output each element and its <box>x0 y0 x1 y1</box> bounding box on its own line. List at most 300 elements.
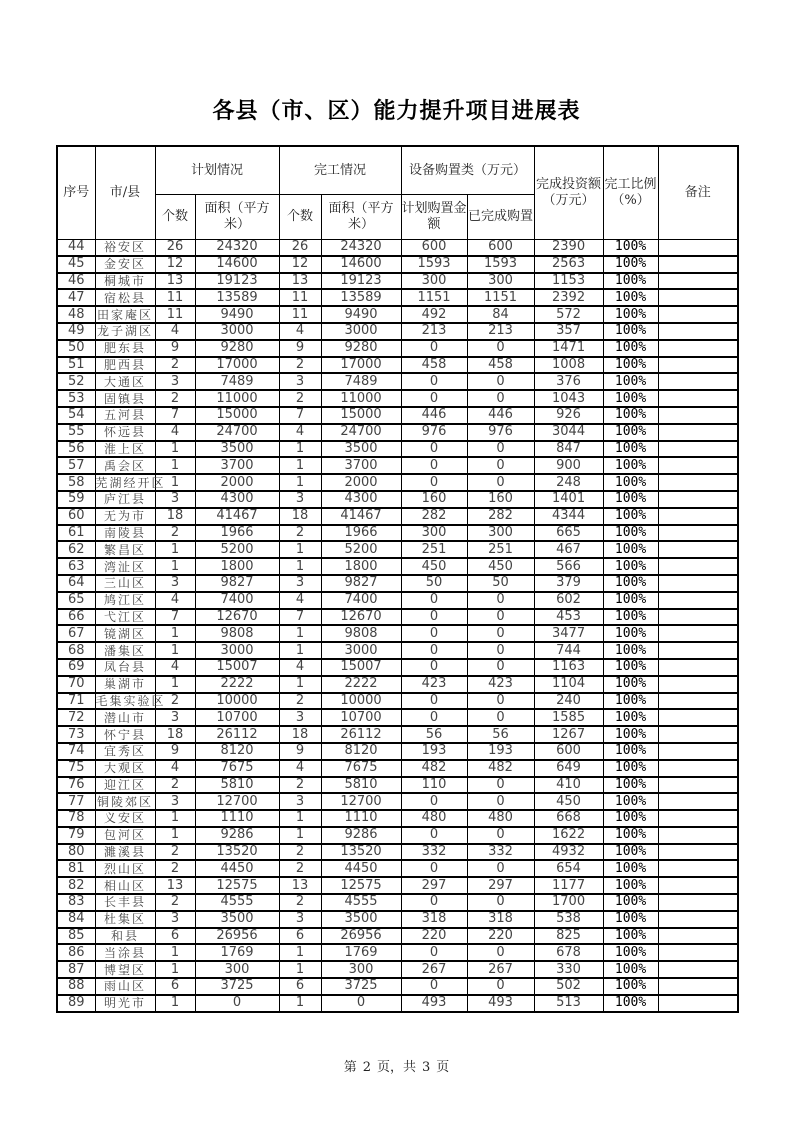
cell-seq: 57 <box>57 457 95 474</box>
cell-plan-count: 1 <box>155 961 195 978</box>
cell-seq: 85 <box>57 928 95 945</box>
cell-equip-done: 84 <box>467 306 534 323</box>
cell-invest: 450 <box>534 793 603 810</box>
cell-invest: 1177 <box>534 877 603 894</box>
cell-remark <box>658 441 738 458</box>
cell-ratio: 100% <box>603 911 658 928</box>
cell-plan-area: 3000 <box>195 642 279 659</box>
cell-plan-count: 1 <box>155 558 195 575</box>
cell-equip-done: 0 <box>467 609 534 626</box>
cell-equip-done: 50 <box>467 575 534 592</box>
cell-plan-area: 1966 <box>195 525 279 542</box>
cell-plan-area: 3000 <box>195 323 279 340</box>
cell-plan-area: 4555 <box>195 894 279 911</box>
cell-equip-plan: 480 <box>401 810 467 827</box>
table-row <box>57 558 738 575</box>
cell-seq: 56 <box>57 441 95 458</box>
cell-done-area: 1110 <box>321 810 401 827</box>
cell-remark <box>658 810 738 827</box>
cell-invest: 330 <box>534 961 603 978</box>
cell-plan-count: 4 <box>155 659 195 676</box>
cell-invest: 248 <box>534 474 603 491</box>
cell-seq: 46 <box>57 273 95 290</box>
cell-equip-done: 480 <box>467 810 534 827</box>
table-row <box>57 777 738 794</box>
cell-invest: 3044 <box>534 424 603 441</box>
progress-table <box>56 145 739 1013</box>
cell-done-count: 2 <box>279 357 321 374</box>
cell-done-area: 9286 <box>321 827 401 844</box>
cell-plan-count: 1 <box>155 625 195 642</box>
cell-county: 长丰县 <box>95 894 155 911</box>
cell-equip-done: 0 <box>467 642 534 659</box>
cell-plan-area: 9490 <box>195 306 279 323</box>
cell-plan-area: 9286 <box>195 827 279 844</box>
cell-invest: 1104 <box>534 676 603 693</box>
cell-plan-area: 7489 <box>195 373 279 390</box>
cell-county: 金安区 <box>95 256 155 273</box>
cell-remark <box>658 676 738 693</box>
cell-ratio: 100% <box>603 525 658 542</box>
cell-done-count: 4 <box>279 323 321 340</box>
cell-done-area: 12575 <box>321 877 401 894</box>
cell-ratio: 100% <box>603 642 658 659</box>
cell-seq: 54 <box>57 407 95 424</box>
cell-invest: 572 <box>534 306 603 323</box>
cell-invest: 847 <box>534 441 603 458</box>
cell-plan-count: 11 <box>155 306 195 323</box>
cell-seq: 75 <box>57 760 95 777</box>
cell-county: 杜集区 <box>95 911 155 928</box>
cell-county: 禹会区 <box>95 457 155 474</box>
cell-done-area: 1966 <box>321 525 401 542</box>
cell-county: 烈山区 <box>95 860 155 877</box>
cell-done-area: 14600 <box>321 256 401 273</box>
cell-invest: 379 <box>534 575 603 592</box>
cell-seq: 44 <box>57 240 95 256</box>
footer-current-page: 2 <box>362 1060 371 1075</box>
cell-invest: 1043 <box>534 390 603 407</box>
cell-done-area: 5200 <box>321 541 401 558</box>
cell-equip-plan: 0 <box>401 373 467 390</box>
cell-plan-count: 2 <box>155 844 195 861</box>
cell-seq: 74 <box>57 743 95 760</box>
cell-remark <box>658 240 738 256</box>
cell-plan-count: 7 <box>155 609 195 626</box>
table-row <box>57 693 738 710</box>
cell-done-count: 4 <box>279 760 321 777</box>
cell-equip-plan: 493 <box>401 995 467 1012</box>
cell-equip-done: 1593 <box>467 256 534 273</box>
cell-done-area: 41467 <box>321 508 401 525</box>
cell-equip-plan: 110 <box>401 777 467 794</box>
cell-done-count: 3 <box>279 911 321 928</box>
table-row <box>57 306 738 323</box>
cell-equip-plan: 492 <box>401 306 467 323</box>
cell-done-area: 5810 <box>321 777 401 794</box>
cell-plan-count: 1 <box>155 944 195 961</box>
cell-done-count: 1 <box>279 457 321 474</box>
table-body <box>57 240 738 1012</box>
cell-invest: 502 <box>534 978 603 995</box>
cell-plan-count: 4 <box>155 424 195 441</box>
cell-done-count: 3 <box>279 491 321 508</box>
cell-seq: 83 <box>57 894 95 911</box>
header-ratio: 完工比例（%） <box>603 146 658 240</box>
cell-equip-done: 482 <box>467 760 534 777</box>
cell-done-area: 1769 <box>321 944 401 961</box>
cell-remark <box>658 877 738 894</box>
cell-plan-count: 12 <box>155 256 195 273</box>
cell-equip-done: 297 <box>467 877 534 894</box>
table-row <box>57 642 738 659</box>
table-row <box>57 860 738 877</box>
header-equip-group: 设备购置类（万元） <box>401 146 534 195</box>
cell-ratio: 100% <box>603 793 658 810</box>
cell-seq: 65 <box>57 592 95 609</box>
cell-invest: 1153 <box>534 273 603 290</box>
cell-remark <box>658 642 738 659</box>
cell-county: 五河县 <box>95 407 155 424</box>
cell-done-area: 3000 <box>321 642 401 659</box>
cell-plan-area: 9808 <box>195 625 279 642</box>
cell-plan-area: 12575 <box>195 877 279 894</box>
cell-equip-done: 300 <box>467 273 534 290</box>
table-row <box>57 877 738 894</box>
cell-done-area: 9827 <box>321 575 401 592</box>
cell-ratio: 100% <box>603 575 658 592</box>
cell-county: 包河区 <box>95 827 155 844</box>
cell-done-area: 13520 <box>321 844 401 861</box>
cell-equip-done: 446 <box>467 407 534 424</box>
table-row <box>57 894 738 911</box>
cell-equip-done: 0 <box>467 592 534 609</box>
cell-done-count: 4 <box>279 424 321 441</box>
cell-ratio: 100% <box>603 625 658 642</box>
cell-done-area: 3725 <box>321 978 401 995</box>
cell-plan-count: 2 <box>155 693 195 710</box>
cell-invest: 2390 <box>534 240 603 256</box>
cell-seq: 70 <box>57 676 95 693</box>
cell-county: 湾沚区 <box>95 558 155 575</box>
cell-equip-done: 318 <box>467 911 534 928</box>
cell-ratio: 100% <box>603 810 658 827</box>
cell-done-count: 1 <box>279 642 321 659</box>
cell-seq: 79 <box>57 827 95 844</box>
cell-plan-count: 1 <box>155 676 195 693</box>
cell-seq: 67 <box>57 625 95 642</box>
cell-done-area: 17000 <box>321 357 401 374</box>
cell-done-area: 4300 <box>321 491 401 508</box>
cell-plan-area: 9280 <box>195 340 279 357</box>
cell-invest: 649 <box>534 760 603 777</box>
cell-invest: 825 <box>534 928 603 945</box>
cell-invest: 4344 <box>534 508 603 525</box>
cell-equip-plan: 0 <box>401 860 467 877</box>
cell-done-count: 3 <box>279 793 321 810</box>
cell-done-count: 1 <box>279 995 321 1012</box>
cell-county: 和县 <box>95 928 155 945</box>
cell-equip-plan: 0 <box>401 441 467 458</box>
cell-county: 龙子湖区 <box>96 324 153 339</box>
cell-done-area: 11000 <box>321 390 401 407</box>
cell-ratio: 100% <box>603 491 658 508</box>
cell-invest: 654 <box>534 860 603 877</box>
header-equip-plan: 计划购置金额 <box>401 195 467 240</box>
cell-seq: 52 <box>57 373 95 390</box>
cell-remark <box>658 508 738 525</box>
table-row <box>57 256 738 273</box>
table-row <box>57 273 738 290</box>
cell-seq: 87 <box>57 961 95 978</box>
cell-county: 濉溪县 <box>95 844 155 861</box>
cell-remark <box>658 777 738 794</box>
cell-equip-done: 160 <box>467 491 534 508</box>
table-row <box>57 760 738 777</box>
cell-plan-count: 1 <box>155 541 195 558</box>
cell-invest: 240 <box>534 693 603 710</box>
cell-plan-count: 18 <box>155 508 195 525</box>
cell-equip-plan: 0 <box>401 642 467 659</box>
cell-equip-done: 193 <box>467 743 534 760</box>
header-row-1 <box>57 146 738 195</box>
cell-equip-done: 0 <box>467 978 534 995</box>
cell-remark <box>658 743 738 760</box>
cell-equip-plan: 213 <box>401 323 467 340</box>
cell-invest: 744 <box>534 642 603 659</box>
cell-ratio: 100% <box>603 424 658 441</box>
cell-seq: 45 <box>57 256 95 273</box>
cell-seq: 47 <box>57 289 95 306</box>
cell-remark <box>658 844 738 861</box>
cell-plan-count: 13 <box>155 273 195 290</box>
cell-plan-area: 24700 <box>195 424 279 441</box>
cell-remark <box>658 625 738 642</box>
cell-done-count: 2 <box>279 860 321 877</box>
cell-county: 裕安区 <box>95 240 155 256</box>
cell-equip-plan: 446 <box>401 407 467 424</box>
cell-county: 当涂县 <box>95 944 155 961</box>
cell-ratio: 100% <box>603 306 658 323</box>
cell-plan-count: 1 <box>155 642 195 659</box>
cell-county: 宜秀区 <box>95 743 155 760</box>
cell-invest: 1401 <box>534 491 603 508</box>
cell-ratio: 100% <box>603 357 658 374</box>
cell-done-area: 4555 <box>321 894 401 911</box>
table-row <box>57 575 738 592</box>
cell-ratio: 100% <box>603 726 658 743</box>
cell-plan-area: 19123 <box>195 273 279 290</box>
cell-equip-done: 0 <box>467 625 534 642</box>
cell-ratio: 100% <box>603 592 658 609</box>
cell-equip-plan: 0 <box>401 944 467 961</box>
cell-seq: 89 <box>57 995 95 1012</box>
cell-county: 大通区 <box>95 373 155 390</box>
table-row <box>57 810 738 827</box>
cell-plan-count: 2 <box>155 357 195 374</box>
cell-done-count: 13 <box>279 877 321 894</box>
cell-plan-area: 3700 <box>195 457 279 474</box>
cell-seq: 62 <box>57 541 95 558</box>
cell-done-count: 3 <box>279 709 321 726</box>
cell-done-area: 7400 <box>321 592 401 609</box>
cell-seq: 77 <box>57 793 95 810</box>
table-row <box>57 424 738 441</box>
cell-seq: 51 <box>57 357 95 374</box>
table-row <box>57 474 738 491</box>
cell-done-area: 24320 <box>321 240 401 256</box>
cell-done-count: 3 <box>279 575 321 592</box>
cell-remark <box>658 289 738 306</box>
cell-done-area: 3500 <box>321 911 401 928</box>
cell-plan-area: 2000 <box>195 474 279 491</box>
cell-equip-done: 976 <box>467 424 534 441</box>
cell-plan-area: 12700 <box>195 793 279 810</box>
cell-remark <box>658 894 738 911</box>
cell-remark <box>658 273 738 290</box>
cell-equip-plan: 0 <box>401 978 467 995</box>
cell-invest: 1700 <box>534 894 603 911</box>
cell-invest: 3477 <box>534 625 603 642</box>
cell-remark <box>658 491 738 508</box>
table-row <box>57 609 738 626</box>
cell-plan-area: 3500 <box>195 911 279 928</box>
cell-ratio: 100% <box>603 407 658 424</box>
cell-plan-count: 2 <box>155 860 195 877</box>
cell-ratio: 100% <box>603 877 658 894</box>
cell-invest: 4932 <box>534 844 603 861</box>
cell-ratio: 100% <box>603 441 658 458</box>
cell-equip-plan: 0 <box>401 340 467 357</box>
cell-done-area: 1800 <box>321 558 401 575</box>
cell-remark <box>658 541 738 558</box>
table-row <box>57 323 738 340</box>
cell-invest: 668 <box>534 810 603 827</box>
cell-county: 怀宁县 <box>95 726 155 743</box>
cell-done-count: 1 <box>279 676 321 693</box>
cell-plan-area: 3725 <box>195 978 279 995</box>
cell-plan-count: 1 <box>155 474 195 491</box>
cell-ratio: 100% <box>603 373 658 390</box>
cell-plan-count: 2 <box>155 777 195 794</box>
cell-equip-plan: 0 <box>401 609 467 626</box>
cell-done-count: 11 <box>279 306 321 323</box>
cell-equip-done: 213 <box>467 323 534 340</box>
cell-remark <box>658 911 738 928</box>
cell-equip-done: 0 <box>467 441 534 458</box>
cell-invest: 602 <box>534 592 603 609</box>
cell-remark <box>658 558 738 575</box>
cell-plan-area: 8120 <box>195 743 279 760</box>
header-done-group: 完工情况 <box>279 146 401 195</box>
cell-plan-area: 15000 <box>195 407 279 424</box>
cell-remark <box>658 860 738 877</box>
cell-seq: 86 <box>57 944 95 961</box>
cell-county: 迎江区 <box>95 777 155 794</box>
cell-equip-done: 56 <box>467 726 534 743</box>
cell-equip-plan: 220 <box>401 928 467 945</box>
table-row <box>57 659 738 676</box>
cell-ratio: 100% <box>603 609 658 626</box>
cell-plan-area: 12670 <box>195 609 279 626</box>
cell-plan-area: 10700 <box>195 709 279 726</box>
cell-done-count: 26 <box>279 240 321 256</box>
cell-county: 三山区 <box>95 575 155 592</box>
cell-ratio: 100% <box>603 457 658 474</box>
cell-done-area: 12670 <box>321 609 401 626</box>
cell-ratio: 100% <box>603 709 658 726</box>
cell-seq: 53 <box>57 390 95 407</box>
cell-plan-area: 9827 <box>195 575 279 592</box>
cell-seq: 71 <box>57 693 95 710</box>
cell-seq: 69 <box>57 659 95 676</box>
cell-seq: 66 <box>57 609 95 626</box>
cell-plan-count: 2 <box>155 390 195 407</box>
cell-ratio: 100% <box>603 860 658 877</box>
cell-done-count: 2 <box>279 844 321 861</box>
cell-county: 明光市 <box>95 995 155 1012</box>
cell-equip-plan: 332 <box>401 844 467 861</box>
cell-county: 繁昌区 <box>95 541 155 558</box>
header-invest: 完成投资额（万元） <box>534 146 603 240</box>
table-row <box>57 726 738 743</box>
cell-plan-area: 7675 <box>195 760 279 777</box>
page-footer <box>0 1056 793 1075</box>
cell-equip-done: 423 <box>467 676 534 693</box>
cell-county: 桐城市 <box>95 273 155 290</box>
cell-done-area: 8120 <box>321 743 401 760</box>
cell-done-area: 9280 <box>321 340 401 357</box>
cell-done-count: 4 <box>279 659 321 676</box>
header-plan-count: 个数 <box>155 195 195 240</box>
cell-seq: 68 <box>57 642 95 659</box>
cell-ratio: 100% <box>603 894 658 911</box>
cell-equip-plan: 0 <box>401 390 467 407</box>
cell-plan-area: 1800 <box>195 558 279 575</box>
cell-county: 相山区 <box>95 877 155 894</box>
cell-equip-done: 0 <box>467 457 534 474</box>
cell-seq: 49 <box>57 323 95 340</box>
cell-remark <box>658 424 738 441</box>
cell-ratio: 100% <box>603 558 658 575</box>
cell-plan-count: 3 <box>155 373 195 390</box>
cell-equip-plan: 50 <box>401 575 467 592</box>
cell-done-area: 3000 <box>321 323 401 340</box>
cell-done-area: 7489 <box>321 373 401 390</box>
cell-equip-plan: 251 <box>401 541 467 558</box>
cell-remark <box>658 709 738 726</box>
cell-county: 肥西县 <box>95 357 155 374</box>
table-row <box>57 592 738 609</box>
cell-seq: 76 <box>57 777 95 794</box>
cell-remark <box>658 961 738 978</box>
header-plan-group: 计划情况 <box>155 146 279 195</box>
cell-equip-done: 0 <box>467 894 534 911</box>
cell-equip-done: 0 <box>467 709 534 726</box>
cell-remark <box>658 340 738 357</box>
cell-remark <box>658 525 738 542</box>
cell-plan-count: 1 <box>155 827 195 844</box>
table-row <box>57 373 738 390</box>
cell-ratio: 100% <box>603 340 658 357</box>
cell-done-count: 1 <box>279 625 321 642</box>
cell-equip-plan: 450 <box>401 558 467 575</box>
cell-invest: 538 <box>534 911 603 928</box>
cell-county: 芜湖经开区 <box>95 475 166 490</box>
cell-remark <box>658 793 738 810</box>
footer-mid: 页，共 <box>376 1060 416 1075</box>
footer-suffix: 页 <box>436 1060 450 1075</box>
